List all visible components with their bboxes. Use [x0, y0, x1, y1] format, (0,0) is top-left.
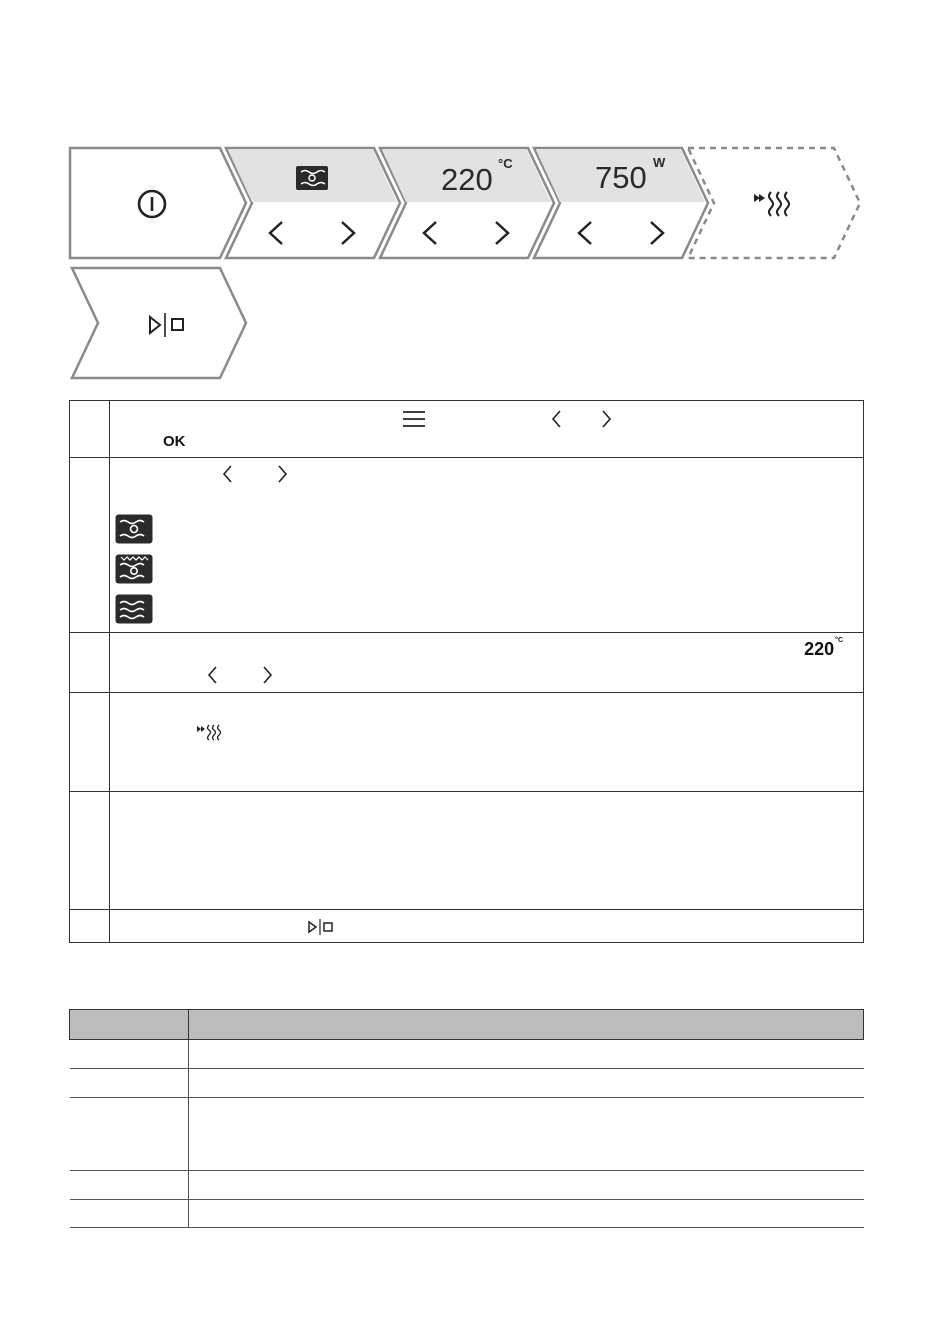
- step-start-stop: [72, 268, 246, 378]
- fast-preheat-icon: [196, 723, 224, 741]
- step-fast-preheat: [688, 148, 860, 258]
- row-number-cell: [70, 693, 110, 792]
- row-number-cell: [70, 458, 110, 633]
- step-mode: [226, 148, 400, 258]
- chevron-right-icon: [261, 665, 273, 685]
- table-cell: [70, 1040, 189, 1069]
- instruction-row: [70, 401, 864, 458]
- modes-table: [69, 1009, 864, 1228]
- header-cell: [189, 1010, 864, 1040]
- instruction-row: [70, 693, 864, 792]
- table-row: [70, 1098, 864, 1171]
- chevron-left-icon: [222, 464, 234, 484]
- table-row: [70, 1069, 864, 1098]
- instruction-cell: [110, 693, 864, 792]
- table-cell: [70, 1200, 189, 1228]
- fan-microwave-icon: [115, 514, 153, 544]
- temperature-example: [804, 639, 843, 660]
- menu-icon: [402, 409, 426, 429]
- modes-table-header: [70, 1010, 864, 1040]
- table-cell: [189, 1069, 864, 1098]
- instruction-cell: [110, 458, 864, 633]
- temperature-unit: °C: [498, 156, 513, 171]
- instruction-cell: [110, 401, 864, 458]
- temperature-value: 220: [441, 162, 493, 197]
- instruction-row: [70, 633, 864, 693]
- instruction-row: [70, 458, 864, 633]
- header-cell: [70, 1010, 189, 1040]
- instruction-cell: [110, 910, 864, 943]
- table-cell: [70, 1098, 189, 1171]
- row-number-cell: [70, 401, 110, 458]
- chevron-right-icon: [600, 409, 612, 429]
- table-cell: [70, 1069, 189, 1098]
- chevron-right-icon: [276, 464, 288, 484]
- instruction-table: [69, 400, 864, 943]
- fan-microwave-icon: [296, 166, 328, 190]
- table-cell: [189, 1098, 864, 1171]
- steps-diagram: [0, 0, 933, 400]
- table-row: [70, 1200, 864, 1228]
- table-cell: [189, 1200, 864, 1228]
- row-number-cell: [70, 910, 110, 943]
- instruction-row: [70, 910, 864, 943]
- table-row: [70, 1040, 864, 1069]
- chevron-left-icon: [551, 409, 563, 429]
- chevron-left-icon: [207, 665, 219, 685]
- power-unit: W: [653, 155, 666, 170]
- instruction-cell: [110, 633, 864, 693]
- table-cell: [189, 1040, 864, 1069]
- step-power: [70, 148, 246, 258]
- instruction-cell: [110, 792, 864, 910]
- ok-label: OK: [163, 433, 186, 450]
- fan-grill-microwave-icon: [115, 554, 153, 584]
- temperature-example-unit: °C: [835, 637, 843, 644]
- start-stop-icon: [307, 918, 337, 936]
- step-temperature: [380, 148, 554, 258]
- step-power-level: [534, 148, 708, 258]
- row-number-cell: [70, 792, 110, 910]
- row-number-cell: [70, 633, 110, 693]
- table-cell: [189, 1171, 864, 1200]
- table-row: [70, 1171, 864, 1200]
- table-cell: [70, 1171, 189, 1200]
- temperature-example-value: 220: [804, 639, 835, 659]
- power-value: 750: [595, 160, 647, 195]
- instruction-row: [70, 792, 864, 910]
- microwave-icon: [115, 594, 153, 624]
